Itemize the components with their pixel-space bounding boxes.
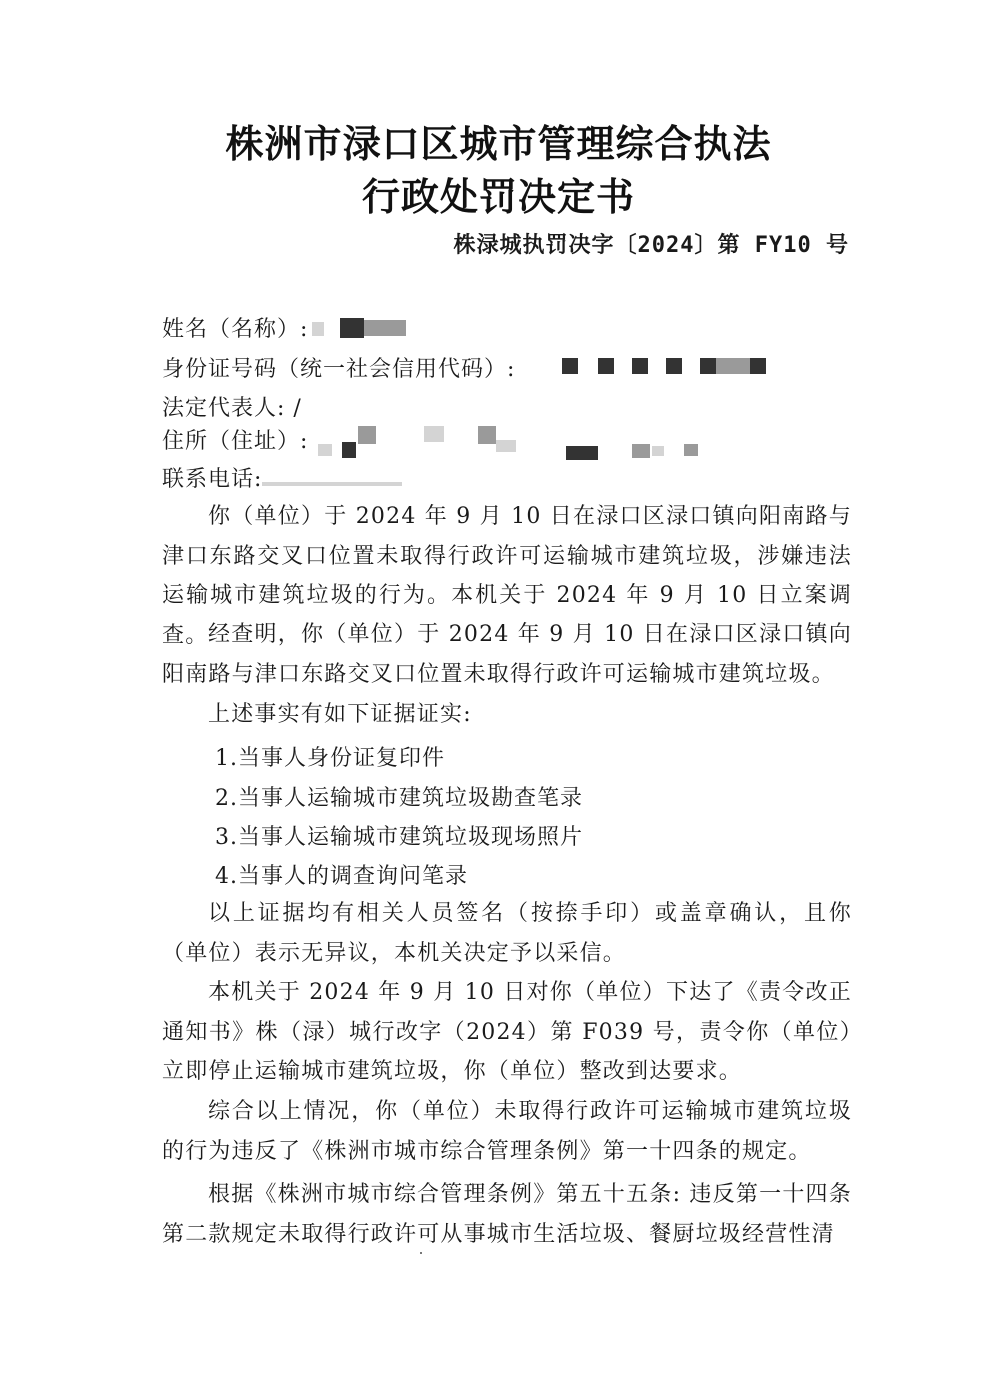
document-number: 株渌城执罚决字〔2024〕第 FY10 号 (453, 233, 849, 258)
address-label: 住所（住址）: (162, 429, 309, 454)
redaction-mark (562, 358, 578, 374)
scan-speck (420, 1252, 422, 1254)
paragraph-legal-basis: 根据《株洲市城市综合管理条例》第五十五条: 违反第一十四条第二款规定未取得行政许可从事城市生活垃圾、餐厨垃圾经营性清 (162, 1182, 852, 1247)
paragraph-case-filing: 你（单位）于 2024 年 9 月 10 日在渌口区渌口镇向阳南路与津口东路交叉口位置未取得行政许可运输城市建筑垃圾，涉嫌违法运输城市建筑垃圾的行为。本机关于 2024 年 9 月 10 日立案调查。 (162, 504, 852, 648)
redaction-mark (652, 446, 664, 456)
redaction-mark (340, 318, 364, 338)
redaction-mark (342, 442, 356, 458)
redaction-mark (496, 440, 516, 452)
redaction-mark (684, 444, 698, 456)
evidence-item: 2.当事人运输城市建筑垃圾勘查笔录 (215, 786, 583, 811)
paragraph-findings: 经查明，你（单位）于 2024 年 9 月 10 日在渌口区渌口镇向阳南路与津口东路交叉口位置未取得行政许可运输城市建筑垃圾。 (162, 622, 852, 687)
redaction-mark (598, 358, 614, 374)
evidence-item: 4.当事人的调查询问笔录 (215, 864, 468, 889)
redaction-mark (666, 358, 682, 374)
paragraph-evidence-intro: 上述事实有如下证据证实: (208, 702, 472, 727)
redaction-mark (716, 358, 750, 374)
redaction-mark (700, 358, 716, 374)
evidence-item: 1.当事人身份证复印件 (215, 746, 445, 771)
name-label: 姓名（名称）: (162, 317, 309, 342)
redaction-mark (312, 322, 324, 336)
redaction-mark (262, 482, 402, 486)
redaction-mark (424, 426, 444, 442)
legal-representative-label: 法定代表人: / (162, 396, 302, 421)
redaction-mark (364, 320, 406, 336)
redaction-mark (632, 358, 648, 374)
evidence-item: 3.当事人运输城市建筑垃圾现场照片 (215, 825, 583, 850)
redaction-mark (750, 358, 766, 374)
redaction-mark (318, 444, 332, 456)
redaction-mark (358, 426, 376, 444)
redaction-mark (632, 444, 650, 458)
phone-label: 联系电话: (162, 467, 263, 492)
paragraph-evidence-acceptance: 以上证据均有相关人员签名（按捺手印）或盖章确认，且你（单位）表示无异议，本机关决定予以采信。 (162, 901, 852, 966)
document-title-line2: 行政处罚决定书 (361, 175, 635, 219)
paragraph-correction-order: 本机关于 2024 年 9 月 10 日对你（单位）下达了《责令改正通知书》株（渌）城行改字（2024）第 F039 号，责令你（单位）立即停止运输城市建筑垃圾，你（单位）整改到达要求。 (162, 980, 852, 1084)
redaction-mark (566, 446, 598, 460)
redaction-mark (478, 426, 496, 444)
id-number-label: 身份证号码（统一社会信用代码）: (162, 357, 516, 382)
document-title-line1: 株洲市渌口区城市管理综合执法 (225, 122, 772, 166)
paragraph-violation-summary: 综合以上情况，你（单位）未取得行政许可运输城市建筑垃圾的行为违反了《株洲市城市综合管理条例》第一十四条的规定。 (162, 1099, 852, 1164)
